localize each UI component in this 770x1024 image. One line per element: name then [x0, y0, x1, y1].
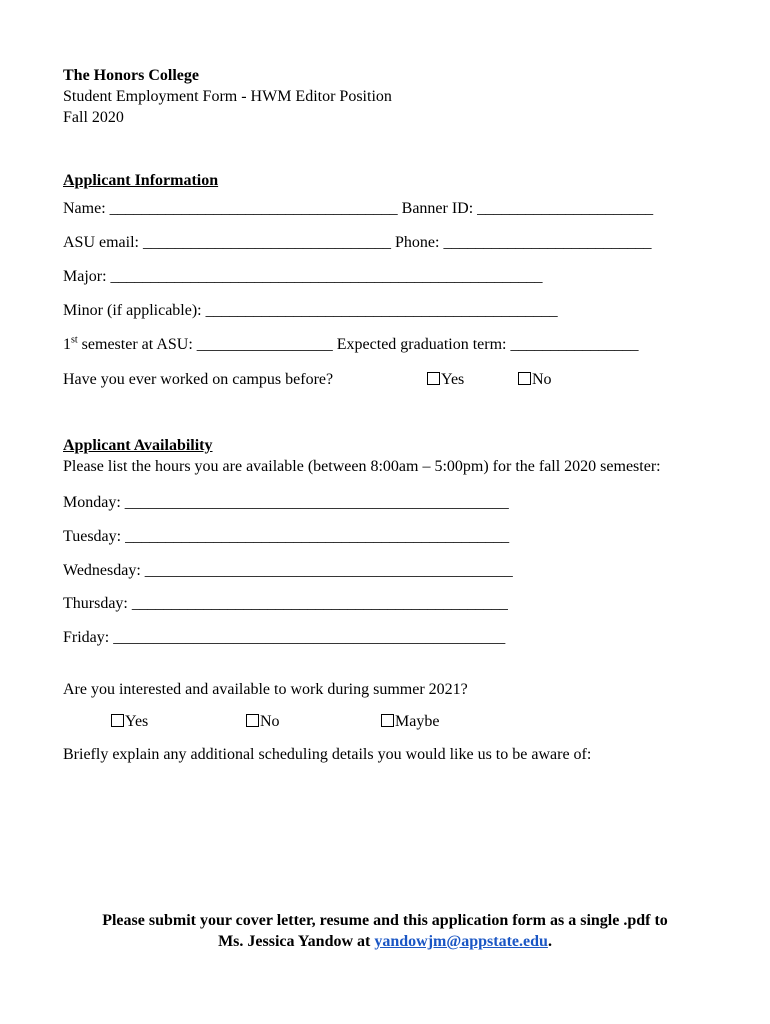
submission-suffix: . [547, 933, 552, 950]
checkbox-icon[interactable] [427, 372, 440, 385]
checkbox-icon[interactable] [518, 372, 531, 385]
section-heading: Applicant Information [63, 172, 219, 189]
minor-line[interactable]: Minor (if applicable): ____________________________________________ [63, 302, 558, 319]
college-name: The Honors College [63, 67, 199, 84]
friday-line[interactable]: Friday: _________________________________________________ [63, 629, 506, 646]
option-label: No [532, 371, 552, 388]
summer-yes-option[interactable] [111, 713, 148, 731]
name-banner-line[interactable]: Name: ____________________________________ Banner ID: ______________________ [63, 200, 654, 217]
checkbox-icon[interactable] [111, 714, 124, 727]
thursday-line[interactable]: Thursday: _______________________________________________ [63, 595, 508, 612]
checkbox-icon[interactable] [246, 714, 259, 727]
scheduling-details-prompt: Briefly explain any additional scheduling details you would like us to be aware of: [63, 746, 592, 763]
semester-graduation-line[interactable] [63, 336, 638, 354]
tuesday-line[interactable]: Tuesday: ________________________________________________ [63, 528, 510, 545]
campus-work-question: Have you ever worked on campus before? [63, 371, 334, 388]
submission-line-2 [0, 933, 770, 951]
campus-yes-option[interactable] [427, 371, 464, 389]
option-label: No [260, 713, 280, 730]
option-label: Yes [125, 713, 149, 730]
major-line[interactable]: Major: ______________________________________________________ [63, 268, 543, 285]
summer-question: Are you interested and available to work during summer 2021? [63, 681, 468, 698]
option-label: Maybe [395, 713, 440, 730]
submission-prefix: Ms. Jessica Yandow at [218, 933, 375, 950]
wednesday-line[interactable]: Wednesday: ______________________________________________ [63, 562, 513, 579]
availability-instruction: Please list the hours you are available (between 8:00am – 5:00pm) for the fall 2020 semester: [63, 458, 661, 475]
campus-no-option[interactable] [518, 371, 552, 389]
summer-no-option[interactable] [246, 713, 280, 731]
section-heading: Applicant Availability [63, 437, 213, 454]
submission-line-1: Please submit your cover letter, resume and this application form as a single .pdf to [102, 912, 668, 929]
email-phone-line[interactable]: ASU email: _______________________________ Phone: __________________________ [63, 234, 652, 251]
semester-graduation-text: semester at ASU: _________________ Expected graduation term: ________________ [77, 336, 639, 353]
option-label: Yes [441, 371, 465, 388]
first-semester-suffix: st [71, 334, 78, 346]
checkbox-icon[interactable] [381, 714, 394, 727]
first-semester-number: 1 [63, 336, 71, 353]
summer-maybe-option[interactable] [381, 713, 439, 731]
form-title: Student Employment Form - HWM Editor Position [63, 88, 392, 105]
contact-email-link[interactable]: yandowjm@appstate.edu [374, 933, 548, 950]
monday-line[interactable]: Monday: ________________________________________________ [63, 494, 509, 511]
form-term: Fall 2020 [63, 109, 124, 126]
